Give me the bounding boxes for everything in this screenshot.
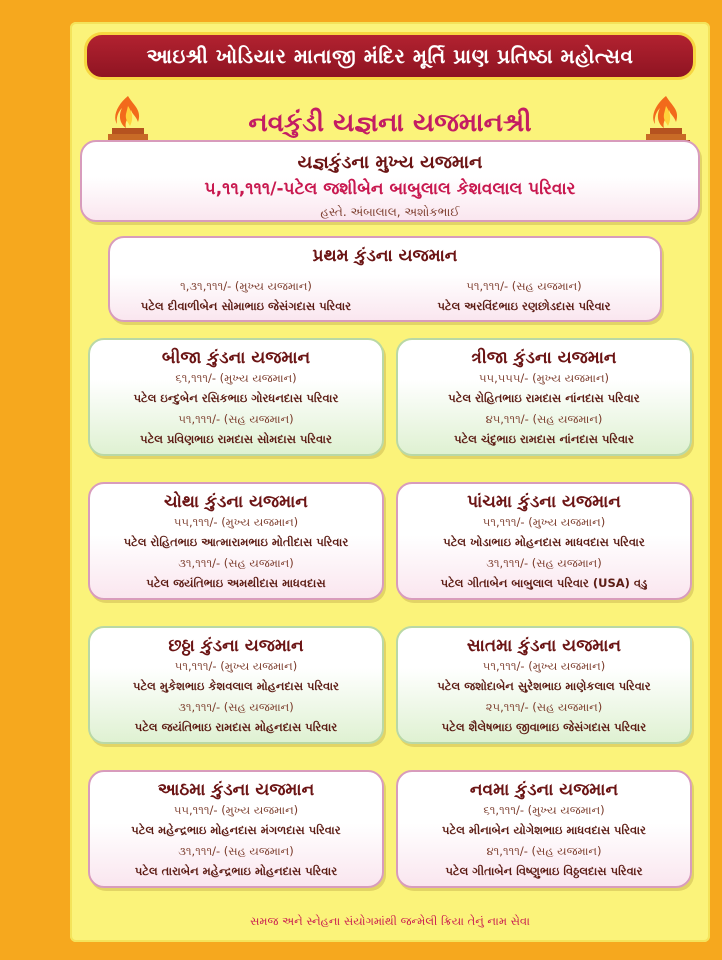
kund-main-amount: ૬૧,૧૧૧/- (મુખ્ય યજમાન): [175, 371, 297, 385]
flyer-page: [70, 22, 710, 942]
kund-card-8: [88, 770, 384, 888]
kund-main-amount: ૫૧,૧૧૧/- (મુખ્ય યજમાન): [482, 659, 606, 673]
first-kund-card: [108, 236, 662, 322]
kund-main-name: પટેલ જશોદાબેન સુરેશભાઇ માણેકલાલ પરિવાર: [437, 679, 651, 693]
kund-card-9: [396, 770, 692, 888]
kund-co-name: પટેલ ચંદુભાઇ રામદાસ નાંનદાસ પરિવાર: [454, 432, 634, 446]
first-kund-main-host: [116, 276, 376, 317]
kund-title: બીજા કુંડના યજમાન: [161, 348, 311, 368]
kund-card-7: [396, 626, 692, 744]
main-host-via: હસ્તે. અંબાલાલ, અશોકભાઈ: [320, 205, 460, 219]
kund-co-amount: ૨૫,૧૧૧/- (સહ યજમાન): [485, 700, 603, 714]
kund-co-amount: ૪૫,૧૧૧/- (સહ યજમાન): [485, 412, 603, 426]
footer-quote: સમજ અને સ્નેહના સંયોગમાંથી જન્મેલી ક્રિયા તેનું નામ સેવા: [250, 914, 530, 928]
kund-main-name: પટેલ મહેન્દ્રભાઇ મોહનદાસ મંગળદાસ પરિવાર: [131, 823, 341, 837]
kund-main-amount: ૫૧,૧૧૧/- (મુખ્ય યજમાન): [482, 515, 606, 529]
kund-co-name: પટેલ ગીતાબેન બાબુલાલ પરિવાર (USA) વડુ: [440, 576, 648, 590]
kund-co-name: પટેલ ગીતાબેન વિષ્ણુભાઇ વિઠ્ઠલદાસ પરિવાર: [445, 864, 643, 878]
kund-main-name: પટેલ મીનાબેન યોગેશભાઇ માધવદાસ પરિવાર: [442, 823, 646, 837]
first-kund-main-amount: ૧,૩૧,૧૧૧/- (મુખ્ય યજમાન): [180, 279, 312, 293]
first-kund-title: પ્રથમ કુંડના યજમાન: [312, 246, 458, 266]
kund-main-name: પટેલ રોહિતભાઇ આત્મારામભાઇ મોતીદાસ પરિવાર: [123, 535, 349, 549]
kund-co-amount: ૩૧,૧૧૧/- (સહ યજમાન): [178, 700, 294, 714]
first-kund-co-amount: ૫૧,૧૧૧/- (સહ યજમાન): [466, 279, 582, 293]
kund-co-name: પટેલ પ્રવિણભાઇ રામદાસ સોમદાસ પરિવાર: [140, 432, 332, 446]
kund-co-amount: ૩૧,૧૧૧/- (સહ યજમાન): [178, 844, 294, 858]
main-host-amount-name: ૫,૧૧,૧૧૧/-પટેલ જશીબેન બાબુલાલ કેશવલાલ પરિવાર: [204, 179, 576, 199]
kund-main-name: પટેલ મુકેશભાઇ કેશવલાલ મોહનદાસ પરિવાર: [133, 679, 339, 693]
kund-co-name: પટેલ શૈલેષભાઇ જીવાભાઇ જેસંગદાસ પરિવાર: [441, 720, 647, 734]
kund-co-amount: ૫૧,૧૧૧/- (સહ યજમાન): [178, 412, 294, 426]
kund-main-amount: ૬૧,૧૧૧/- (મુખ્ય યજમાન): [483, 803, 605, 817]
kund-main-amount: ૫૧,૧૧૧/- (મુખ્ય યજમાન): [174, 659, 298, 673]
title-banner: [84, 32, 696, 80]
kund-card-5: [396, 482, 692, 600]
kund-title: છઠ્ઠા કુંડના યજમાન: [168, 636, 304, 656]
kund-title: પાંચમા કુંડના યજમાન: [467, 492, 621, 512]
kund-title: ચોથા કુંડના યજમાન: [164, 492, 308, 512]
kund-co-amount: ૪૧,૧૧૧/- (સહ યજમાન): [486, 844, 602, 858]
kund-title: ત્રીજા કુંડના યજમાન: [471, 348, 617, 368]
subtitle: નવકુંડી યજ્ઞના યજમાનશ્રી: [248, 108, 532, 138]
page-title: આઇશ્રી ખોડિયાર માતાજી મંદિર મૂર્તિ પ્રાણ પ્રતિષ્ઠા મહોત્સવ: [146, 44, 634, 68]
kund-main-name: પટેલ ખોડાભાઇ મોહનદાસ માધવદાસ પરિવાર: [443, 535, 645, 549]
main-host-title: યજ્ઞકુંડના મુખ્ય યજમાન: [297, 152, 483, 173]
kund-main-amount: ૫૫,૧૧૧/- (મુખ્ય યજમાન): [173, 515, 299, 529]
kund-main-name: પટેલ રોહિતભાઇ રામદાસ નાંનદાસ પરિવાર: [448, 391, 640, 405]
kund-co-amount: ૩૧,૧૧૧/- (સહ યજમાન): [178, 556, 294, 570]
kund-main-amount: ૫૫,૫૫૫/- (મુખ્ય યજમાન): [478, 371, 610, 385]
kund-card-6: [88, 626, 384, 744]
kund-title: આઠમા કુંડના યજમાન: [157, 780, 315, 800]
kund-main-name: પટેલ ઇન્દુબેન રસિકભાઇ ગોરધનદાસ પરિવાર: [133, 391, 339, 405]
main-host-card: [80, 140, 700, 222]
kund-title: સાતમા કુંડના યજમાન: [466, 636, 622, 656]
kund-main-amount: ૫૫,૧૧૧/- (મુખ્ય યજમાન): [173, 803, 299, 817]
kund-co-name: પટેલ જયંતિભાઇ અમથીદાસ માધવદાસ: [146, 576, 326, 590]
first-kund-co-name: પટેલ અરવિંદભાઇ રણછોડદાસ પરિવાર: [437, 299, 611, 313]
kund-title: નવમા કુંડના યજમાન: [469, 780, 619, 800]
kund-co-name: પટેલ તારાબેન મહેન્દ્રભાઇ મોહનદાસ પરિવાર: [134, 864, 338, 878]
kund-card-3: [396, 338, 692, 456]
first-kund-main-name: પટેલ દીવાળીબેન સોમાભાઇ જેસંગદાસ પરિવાર: [140, 299, 352, 313]
first-kund-co-host: [394, 276, 654, 317]
kund-card-4: [88, 482, 384, 600]
kund-co-name: પટેલ જયંતિભાઇ રામદાસ મોહનદાસ પરિવાર: [134, 720, 338, 734]
kund-card-2: [88, 338, 384, 456]
kund-co-amount: ૩૧,૧૧૧/- (સહ યજમાન): [486, 556, 602, 570]
